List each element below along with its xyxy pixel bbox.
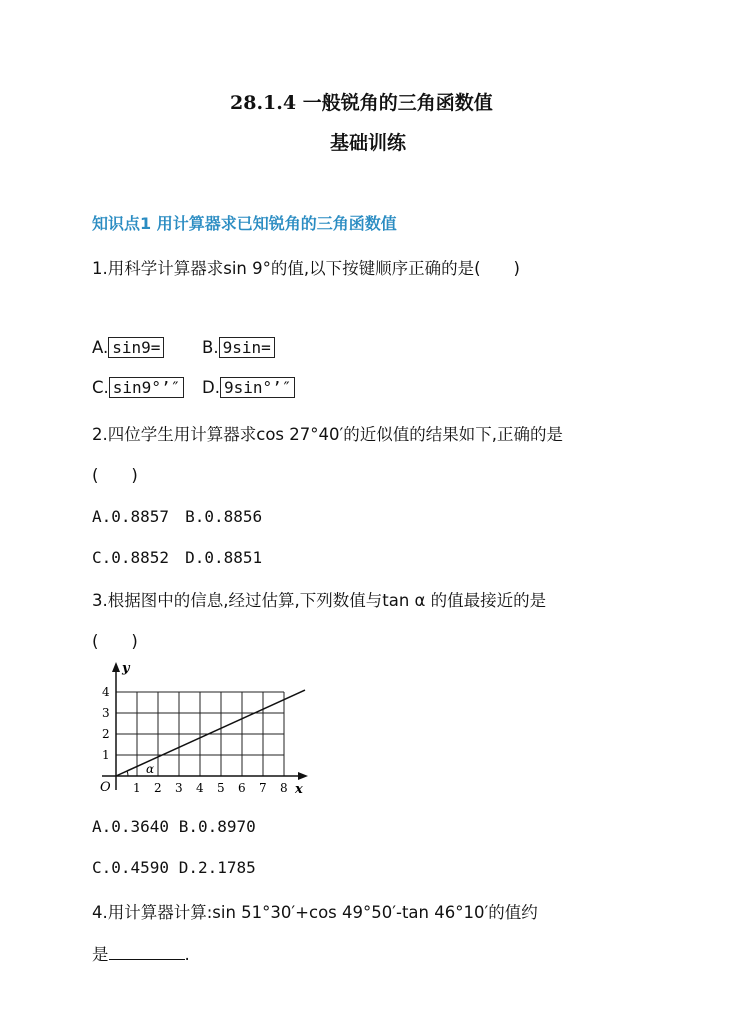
- angle-label: α: [146, 762, 155, 776]
- option-c-keys: sin9°’″: [109, 377, 184, 398]
- slope-line: [116, 690, 305, 776]
- option-c-label: C.: [92, 378, 109, 397]
- x-tick-label: 4: [196, 781, 204, 795]
- x-tick-label: 5: [217, 781, 225, 795]
- y-tick-label: 2: [102, 727, 110, 741]
- question-1-option-c: [92, 378, 184, 397]
- x-tick-label: 6: [238, 781, 246, 795]
- question-1-option-d: [202, 378, 295, 397]
- question-2-stem: 2.四位学生用计算器求cos 27°40′的近似值的结果如下,正确的是: [92, 425, 563, 444]
- question-3-options-row1: A.0.3640 B.0.8970: [92, 817, 256, 836]
- question-2-paren: ( ): [92, 466, 138, 485]
- question-3-options-row2: C.0.4590 D.2.1785: [92, 858, 256, 877]
- question-3-paren: ( ): [92, 632, 138, 651]
- option-d-label: D.: [202, 378, 220, 397]
- y-tick-label: 1: [102, 748, 110, 762]
- y-axis-arrow: [112, 662, 120, 672]
- question-3-stem: 3.根据图中的信息,经过估算,下列数值与tan α 的值最接近的是: [92, 591, 547, 610]
- coordinate-figure: [92, 658, 322, 800]
- page-title: 28.1.4 一般锐角的三角函数值: [230, 92, 493, 114]
- question-4-tail-suffix: .: [184, 945, 190, 964]
- y-tick-label: 4: [102, 685, 110, 699]
- option-a-label: A.: [92, 338, 109, 357]
- question-1-option-a: [92, 338, 164, 357]
- page-subtitle: 基础训练: [330, 132, 407, 154]
- option-d-keys: 9sin°’″: [220, 377, 295, 398]
- grid: [116, 692, 284, 776]
- x-tick-label: 3: [175, 781, 183, 795]
- question-4-stem: 4.用计算器计算:sin 51°30′+cos 49°50′-tan 46°10′的值约: [92, 903, 538, 922]
- option-b-keys: 9sin=: [219, 337, 275, 358]
- y-axis-label: y: [122, 661, 130, 676]
- option-a-keys: sin9=: [108, 337, 164, 358]
- question-4-tail: [92, 941, 190, 965]
- question-1-option-b: [202, 338, 275, 357]
- y-tick-label: 3: [102, 706, 110, 720]
- x-tick-label: 8: [280, 781, 288, 795]
- section-heading: 知识点1 用计算器求已知锐角的三角函数值: [92, 214, 397, 233]
- answer-blank: [109, 945, 185, 960]
- origin-label: O: [100, 780, 111, 795]
- x-axis-arrow: [298, 772, 308, 780]
- question-2-options-row2: C.0.8852 D.0.8851: [92, 548, 263, 567]
- option-b-label: B.: [202, 338, 219, 357]
- x-tick-label: 2: [154, 781, 162, 795]
- x-tick-label: 7: [259, 781, 267, 795]
- x-tick-label: 1: [133, 781, 141, 795]
- question-2-options-row1: A.0.8857 B.0.8856: [92, 507, 263, 526]
- x-axis-label: x: [295, 782, 303, 797]
- question-4-tail-prefix: 是: [92, 945, 109, 964]
- question-1-stem: 1.用科学计算器求sin 9°的值,以下按键顺序正确的是( ): [92, 259, 520, 278]
